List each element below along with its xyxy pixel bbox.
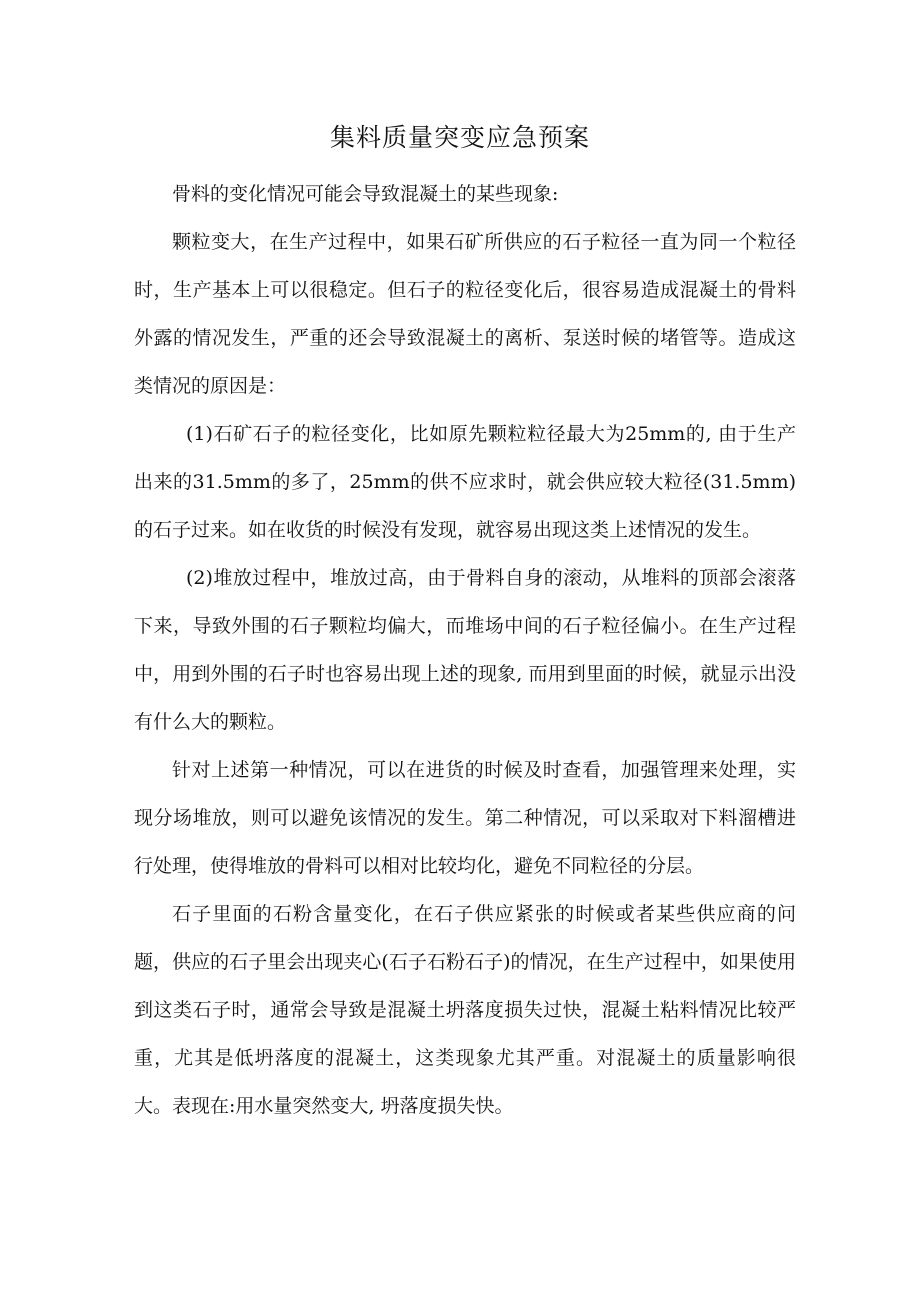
paragraph-intro: 骨料的变化情况可能会导致混凝土的某些现象:: [172, 183, 559, 205]
paragraph-cause-1: (1)石矿石子的粒径变化，比如原先颗粒粒径最大为25mm的, 由于生产出来的31.5mm的多了，25mm的供不应求时，就会供应较大粒径(31.5mm)的石子过来。如在收货的时候没有发现，就容易出现这类上述情况的发生。: [134, 423, 796, 541]
paragraph-stone-powder: 石子里面的石粉含量变化，在石子供应紧张的时候或者某些供应商的问题，供应的石子里会出现夹心(石子石粉石子)的情况，在生产过程中，如果使用到这类石子时，通常会导致是混凝土坍落度损失过快，混凝土粘料情况比较严重，尤其是低坍落度的混凝土，这类现象尤其严重。对混凝土的质量影响很大。表现在:用水量突然变大, 坍落度损失快。: [134, 903, 796, 1117]
paragraph-particle-size: 颗粒变大，在生产过程中，如果石矿所供应的石子粒径一直为同一个粒径时，生产基本上可以很稳定。但石子的粒径变化后，很容易造成混凝土的骨料外露的情况发生，严重的还会导致混凝土的离析、泵送时候的堵管等。造成这类情况的原因是：: [134, 231, 796, 397]
paragraph-cause-2: (2)堆放过程中，堆放过高，由于骨料自身的滚动，从堆料的顶部会滚落下来，导致外围的石子颗粒均偏大，而堆场中间的石子粒径偏小。在生产过程中，用到外围的石子时也容易出现上述的现象, 而用到里面的时候，就显示出没有什么大的颗粒。: [134, 567, 796, 733]
document-body: [134, 170, 796, 1130]
document-title: 集料质量突变应急预案: [329, 123, 590, 152]
paragraph-countermeasures: 针对上述第一种情况，可以在进货的时候及时查看，加强管理来处理，实现分场堆放，则可以避免该情况的发生。第二种情况，可以采取对下料溜槽进行处理，使得堆放的骨料可以相对比较均化，避免不同粒径的分层。: [134, 759, 796, 877]
